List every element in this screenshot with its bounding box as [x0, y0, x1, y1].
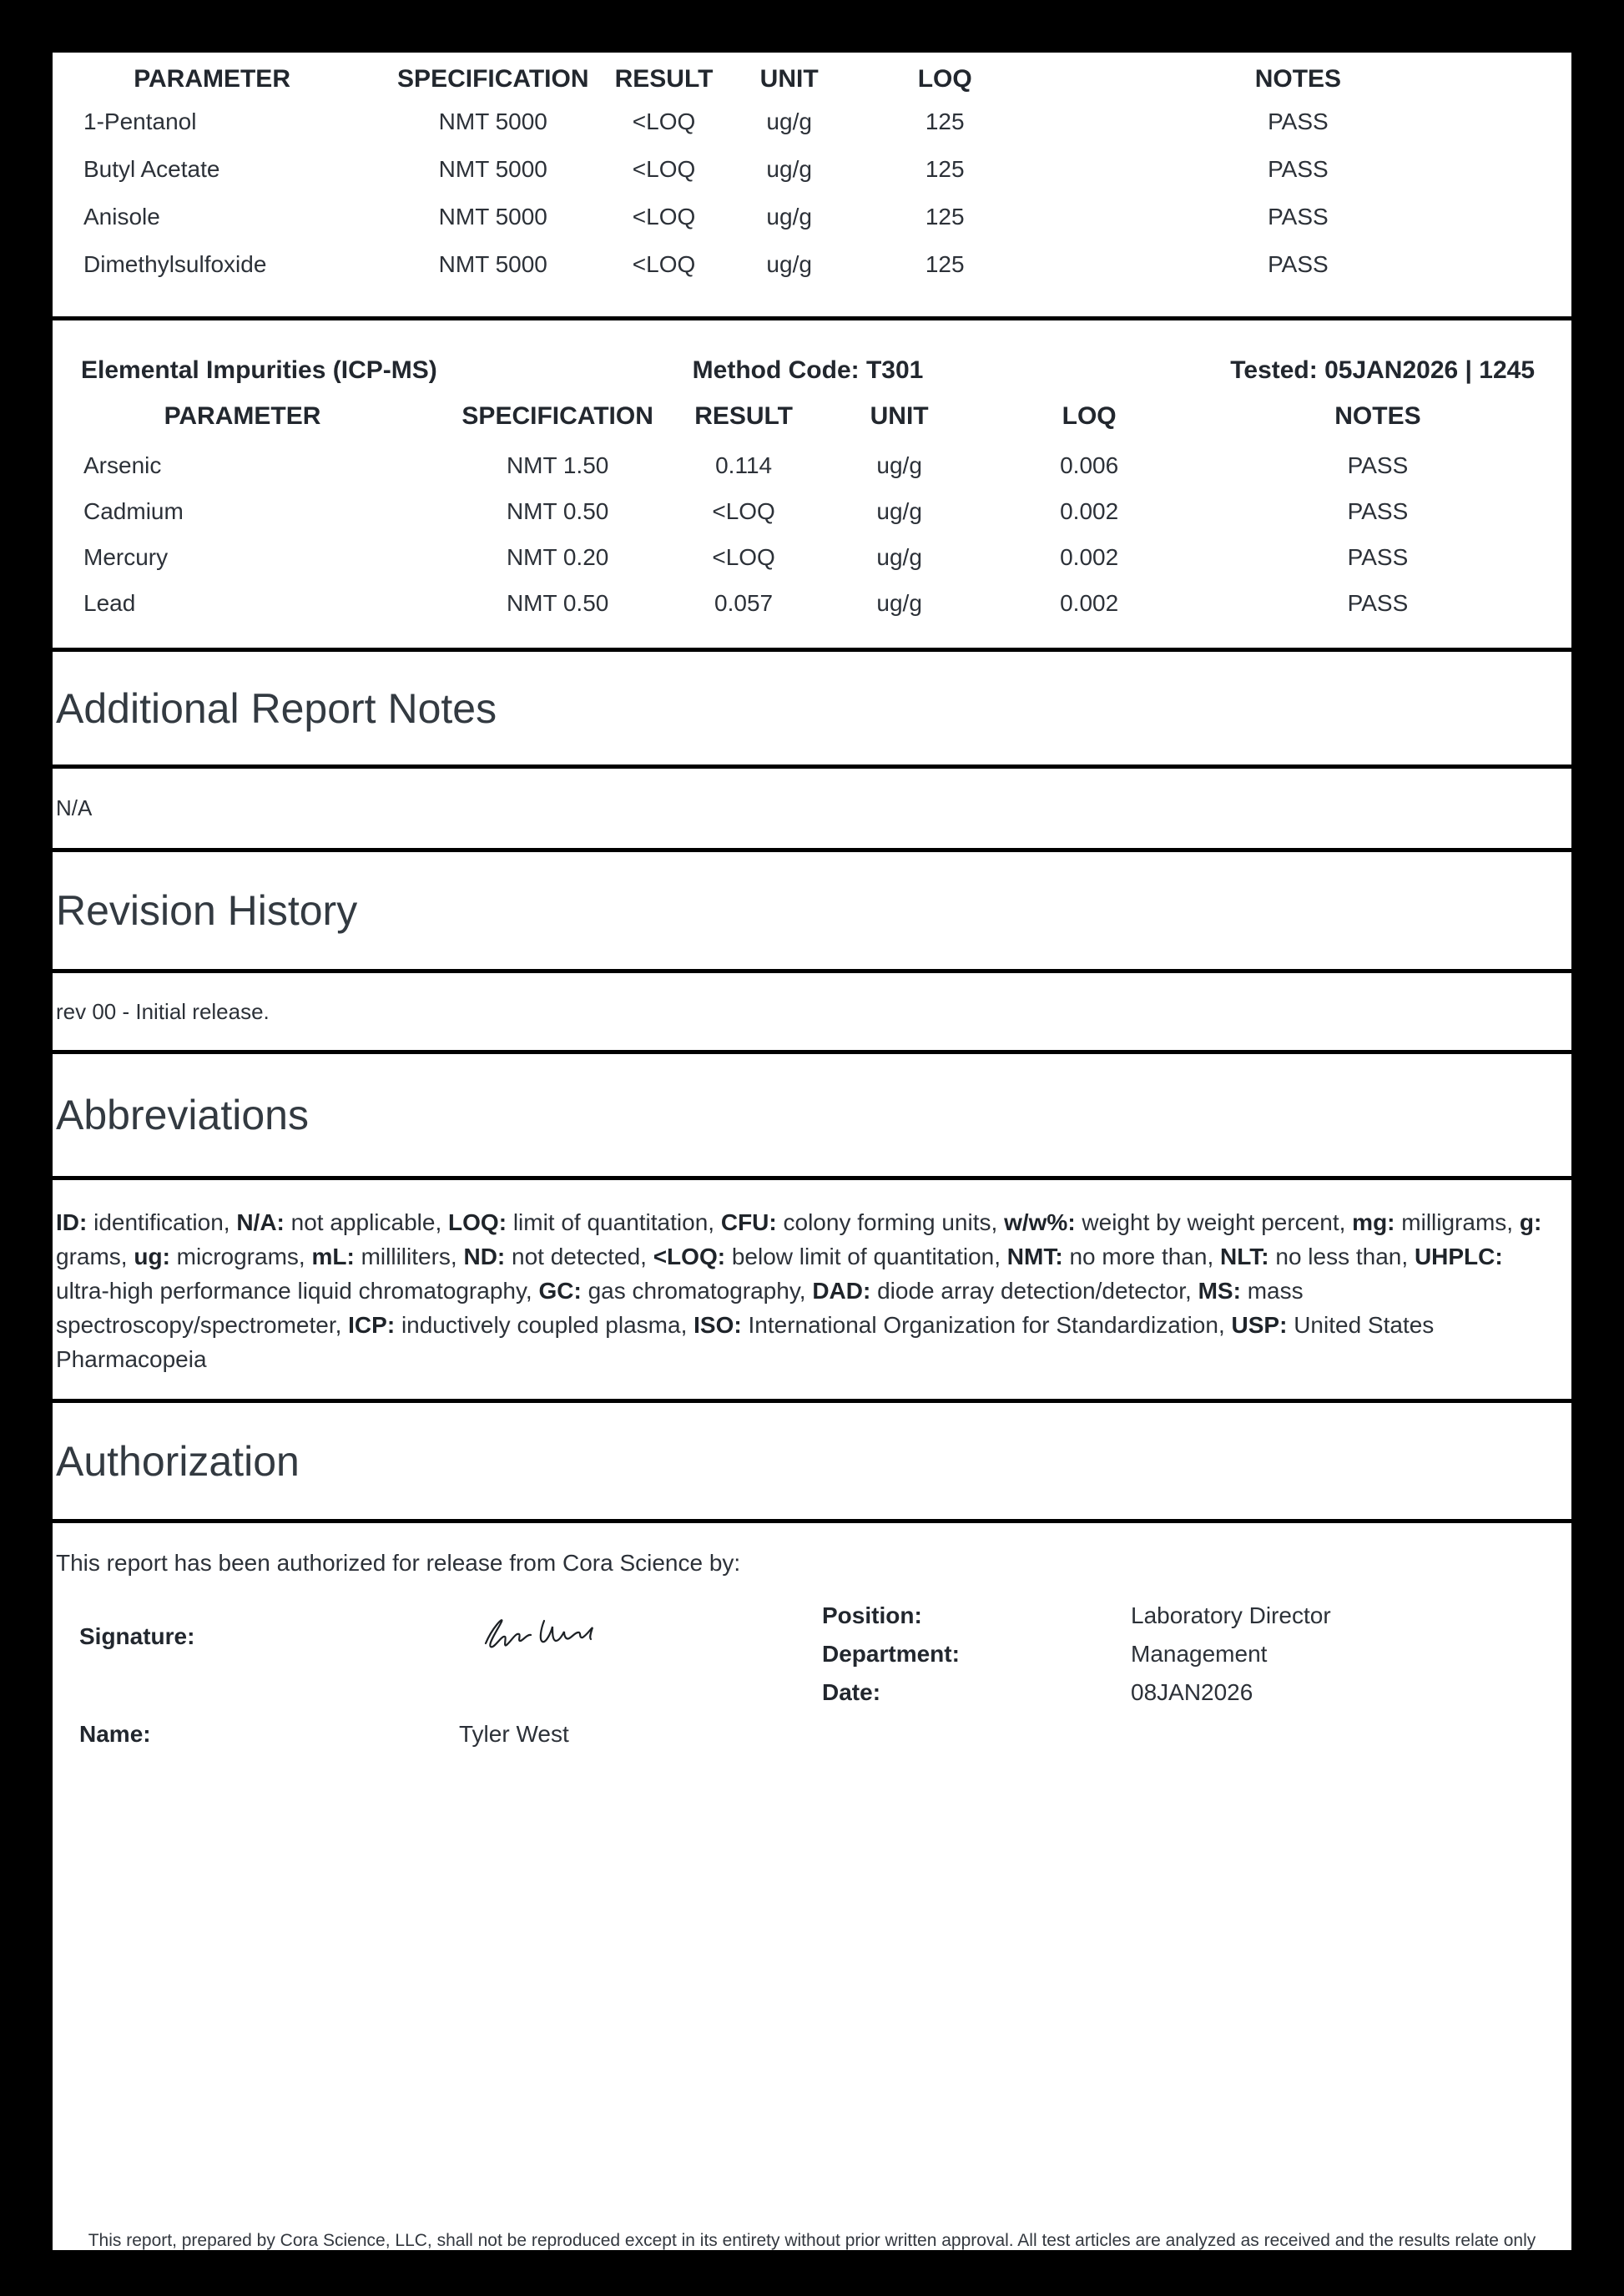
loq-cell: 125 — [925, 108, 965, 134]
table-row — [53, 442, 1571, 488]
authorization-body-section — [53, 1523, 1571, 2250]
notes-cell: PASS — [1347, 452, 1409, 478]
table-header-cell: SPECIFICATION — [461, 402, 653, 430]
table-row — [53, 580, 1571, 626]
name-value: Tyler West — [459, 1721, 569, 1747]
loq-cell: 0.002 — [1060, 589, 1119, 616]
specification-cell: NMT 0.50 — [506, 497, 609, 524]
solvents-results-table — [53, 61, 1571, 288]
table-header-cell: LOQ — [1062, 402, 1117, 430]
result-cell: <LOQ — [712, 497, 775, 524]
abbreviation-entry: ICP: inductively coupled plasma , — [348, 1312, 693, 1338]
authorization-title-section — [53, 1403, 1571, 1523]
abbreviation-entry: mg: milligrams , — [1352, 1209, 1520, 1235]
loq-cell: 0.002 — [1060, 543, 1119, 570]
result-cell: 0.114 — [715, 452, 773, 478]
table-header-cell: UNIT — [870, 402, 929, 430]
unit-cell: ug/g — [876, 452, 922, 478]
parameter-cell: Arsenic — [83, 452, 162, 478]
authorization-intro: This report has been authorized for release from Cora Science by: — [56, 1550, 741, 1576]
date-value: 08JAN2026 — [1131, 1679, 1253, 1705]
position-label: Position: — [822, 1602, 922, 1628]
authorization-left-column — [79, 1597, 714, 1755]
notes-cell: PASS — [1268, 203, 1329, 230]
name-label: Name: — [79, 1721, 151, 1747]
abbreviation-entry: g: grams , — [56, 1209, 1541, 1269]
result-cell: <LOQ — [712, 543, 775, 570]
table-header-cell: PARAMETER — [134, 65, 290, 93]
section-title: Elemental Impurities (ICP-MS) — [81, 356, 437, 384]
specification-cell: NMT 5000 — [438, 108, 547, 134]
unit-cell: ug/g — [766, 203, 812, 230]
unit-cell: ug/g — [766, 155, 812, 182]
unit-cell: ug/g — [876, 497, 922, 524]
abbreviation-entry: ID: identification , — [56, 1209, 236, 1235]
section-title: Authorization — [56, 1437, 300, 1485]
loq-cell: 0.002 — [1060, 497, 1119, 524]
table-header-cell: SPECIFICATION — [397, 65, 589, 93]
abbreviation-entry: CFU: colony forming units , — [721, 1209, 1004, 1235]
abbreviations-body-section — [53, 1180, 1571, 1403]
elemental-impurities-table — [53, 391, 1571, 626]
section-title: Abbreviations — [56, 1092, 309, 1138]
footer-disclaimer: This report, prepared by Cora Science, LLC, shall not be reproduced except in its entirety without prior written approval. All test articles are analyzed as received and the results relate only — [88, 2231, 1536, 2250]
result-cell: <LOQ — [632, 203, 696, 230]
abbreviation-entry: NMT: no more than , — [1007, 1244, 1220, 1269]
abbreviation-entry: mL: milliliters , — [311, 1244, 463, 1269]
unit-cell: ug/g — [766, 250, 812, 277]
loq-cell: 125 — [925, 155, 965, 182]
table-header-cell: UNIT — [759, 65, 819, 93]
abbreviation-entry: N/A: not applicable , — [236, 1209, 448, 1235]
unit-cell: ug/g — [766, 108, 812, 134]
notes-cell: PASS — [1347, 589, 1409, 616]
abbreviation-entry: LOQ: limit of quantitation , — [448, 1209, 721, 1235]
result-cell: <LOQ — [632, 108, 696, 134]
table-row — [53, 240, 1571, 288]
abbreviation-entry: UHPLC: ultra-high performance liquid chromatography , — [56, 1244, 1503, 1304]
table-row — [53, 488, 1571, 534]
revision-history-text: rev 00 - Initial release. — [56, 998, 270, 1024]
notes-cell: PASS — [1347, 543, 1409, 570]
abbreviation-entry: ug: micrograms , — [134, 1244, 311, 1269]
parameter-cell: Cadmium — [83, 497, 184, 524]
table-header-cell: PARAMETER — [164, 402, 321, 430]
revision-history-title-section — [53, 852, 1571, 973]
parameter-cell: Mercury — [83, 543, 169, 570]
table-row — [53, 193, 1571, 240]
result-cell: <LOQ — [632, 155, 696, 182]
section-title: Additional Report Notes — [56, 684, 497, 732]
authorization-right-column — [822, 1597, 1506, 1712]
tested-date: Tested: 05JAN2026 | 1245 — [1230, 356, 1535, 384]
abbreviation-entry: w/w%: weight by weight percent , — [1004, 1209, 1352, 1235]
elemental-impurities-section — [53, 320, 1571, 652]
parameter-cell: Butyl Acetate — [83, 155, 220, 182]
abbreviation-entry: NLT: no less than , — [1220, 1244, 1415, 1269]
abbreviation-entry: ISO: International Organization for Standardization , — [693, 1312, 1231, 1338]
table-row — [53, 145, 1571, 193]
position-value: Laboratory Director — [1131, 1602, 1331, 1628]
notes-cell: PASS — [1268, 108, 1329, 134]
notes-cell: PASS — [1268, 155, 1329, 182]
unit-cell: ug/g — [876, 543, 922, 570]
abbreviation-entry: MS: mass spectroscopy/spectrometer , — [56, 1278, 1304, 1338]
specification-cell: NMT 5000 — [438, 203, 547, 230]
department-value: Management — [1131, 1641, 1268, 1667]
additional-notes-text: N/A — [56, 795, 93, 820]
section-title: Revision History — [56, 887, 358, 934]
abbreviation-entry: ND: not detected , — [463, 1244, 653, 1269]
table-header-cell: NOTES — [1334, 402, 1421, 430]
abbreviation-entry: DAD: diode array detection/detector , — [812, 1278, 1198, 1304]
notes-cell: PASS — [1347, 497, 1409, 524]
specification-cell: NMT 1.50 — [506, 452, 609, 478]
name-row — [79, 1713, 714, 1755]
department-row — [822, 1635, 1506, 1673]
specification-cell: NMT 5000 — [438, 155, 547, 182]
table-header-cell: LOQ — [917, 65, 972, 93]
table-header-cell: RESULT — [694, 402, 793, 430]
table-row — [53, 534, 1571, 580]
parameter-cell: Lead — [83, 589, 136, 616]
abbreviation-entry: <LOQ: below limit of quantitation , — [653, 1244, 1007, 1269]
abbreviation-entry: GC: gas chromatography , — [538, 1278, 812, 1304]
result-cell: <LOQ — [632, 250, 696, 277]
abbreviations-text — [56, 1205, 1560, 1376]
table-header-row — [53, 61, 1571, 98]
abbreviation-entry: USP: United States Pharmacopeia — [56, 1312, 1435, 1372]
specification-cell: NMT 0.20 — [506, 543, 609, 570]
result-cell: 0.057 — [714, 589, 774, 616]
abbreviations-title-section — [53, 1054, 1571, 1180]
solvents-results-section — [53, 61, 1571, 320]
date-label: Date: — [822, 1679, 881, 1705]
department-label: Department: — [822, 1641, 960, 1667]
specification-cell: NMT 0.50 — [506, 589, 609, 616]
table-row — [53, 98, 1571, 145]
table-header-cell: NOTES — [1254, 65, 1342, 93]
table-header-cell: RESULT — [614, 65, 714, 93]
specification-cell: NMT 5000 — [438, 250, 547, 277]
position-row — [822, 1597, 1506, 1635]
date-row — [822, 1673, 1506, 1712]
parameter-cell: Dimethylsulfoxide — [83, 250, 267, 277]
additional-notes-body-section — [53, 769, 1571, 852]
loq-cell: 125 — [925, 250, 965, 277]
notes-cell: PASS — [1268, 250, 1329, 277]
revision-history-body-section — [53, 973, 1571, 1054]
table-header-row — [53, 391, 1571, 442]
parameter-cell: 1-Pentanol — [83, 108, 197, 134]
parameter-cell: Anisole — [83, 203, 160, 230]
method-code: Method Code: T301 — [692, 356, 924, 384]
signature-image — [467, 1609, 609, 1663]
report-page — [53, 53, 1571, 2250]
unit-cell: ug/g — [876, 589, 922, 616]
loq-cell: 125 — [925, 203, 965, 230]
additional-notes-title-section — [53, 652, 1571, 769]
signature-label: Signature: — [79, 1622, 195, 1649]
loq-cell: 0.006 — [1060, 452, 1119, 478]
signature-row — [79, 1597, 714, 1676]
elemental-impurities-header — [53, 320, 1571, 391]
